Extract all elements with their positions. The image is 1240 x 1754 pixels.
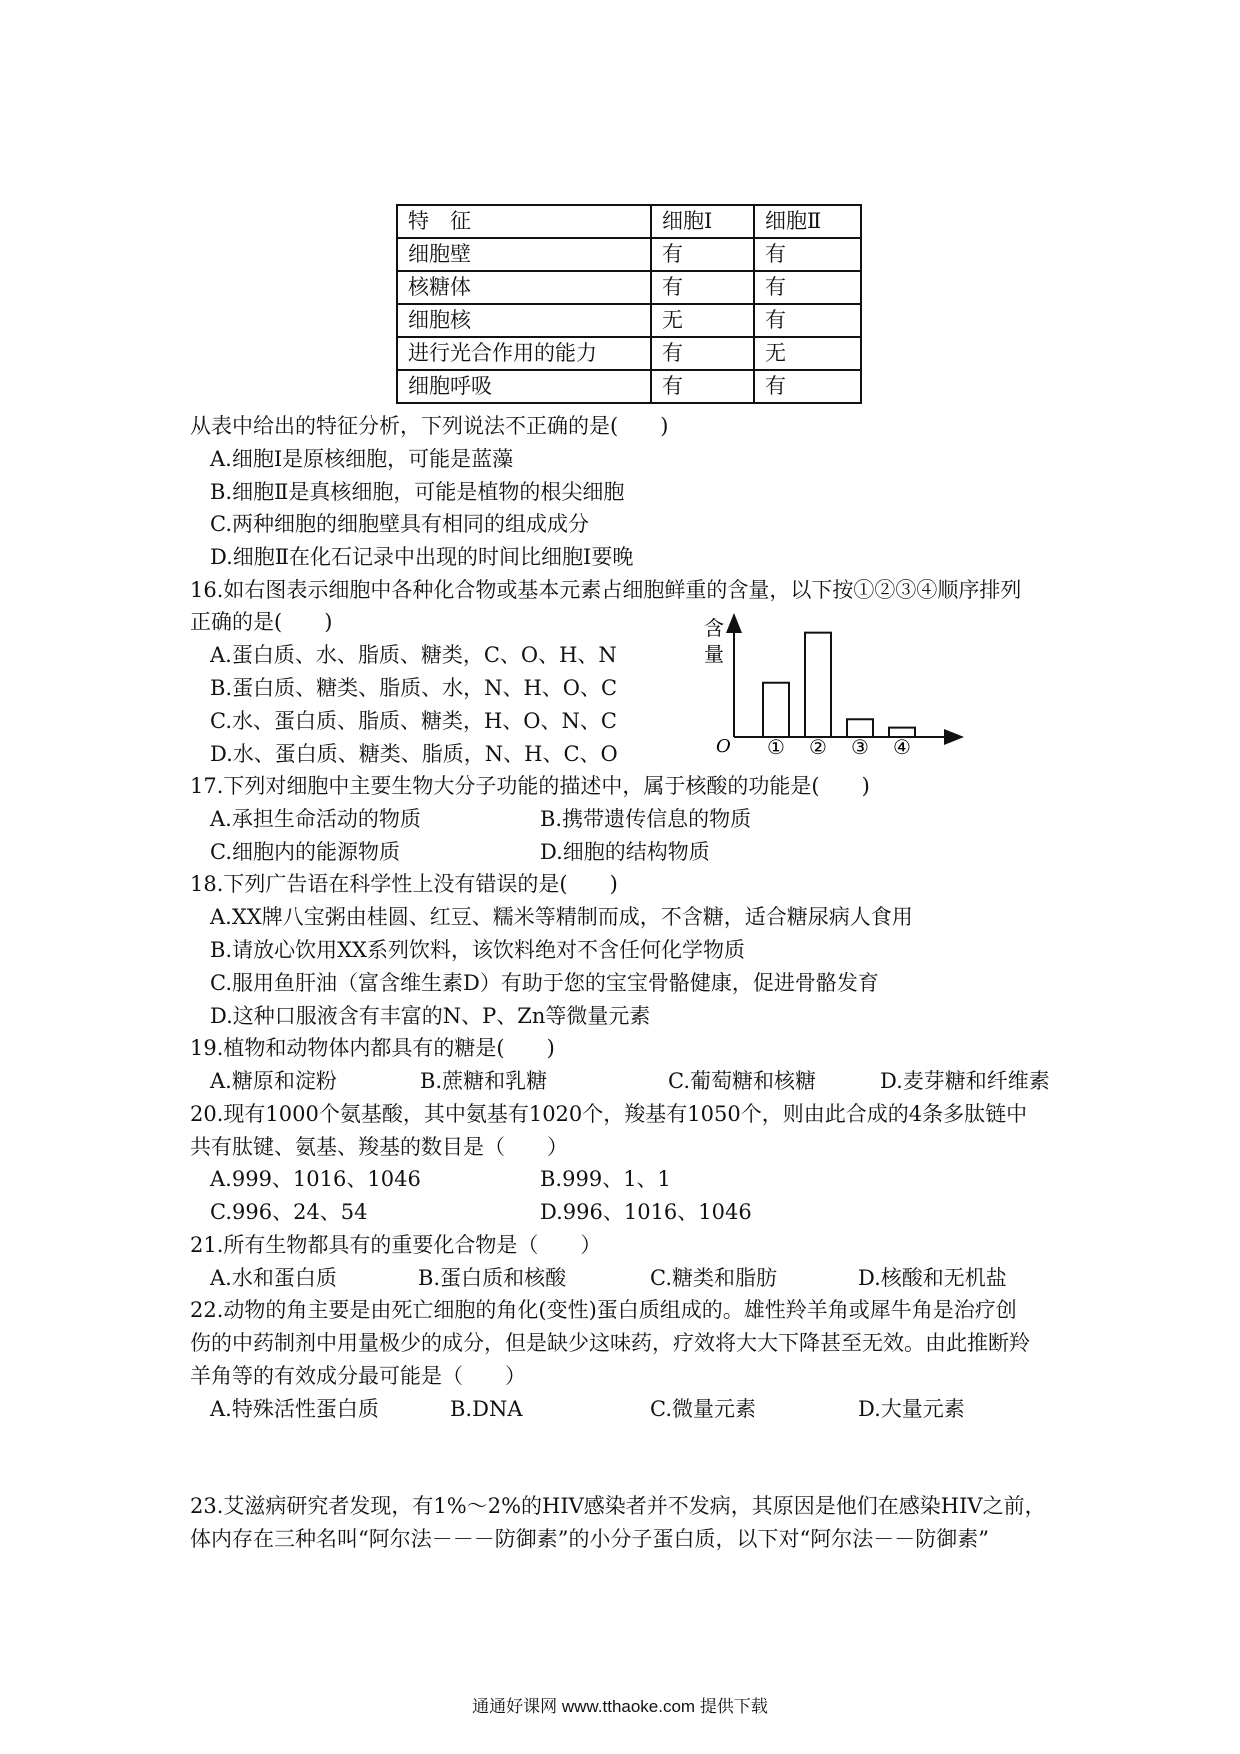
x-tick-label: ② [809,735,827,755]
question-22-option-b: B.DNA [450,1397,523,1421]
table-cell: 有 [651,337,754,370]
table-cell: 无 [754,337,861,370]
question-21-option-b: B.蛋白质和核酸 [418,1266,567,1290]
table-row [397,238,861,271]
question-15-option-d: D.细胞Ⅱ在化石记录中出现的时间比细胞Ⅰ要晚 [210,545,634,569]
question-21-stem: 21.所有生物都具有的重要化合物是（ ） [190,1233,602,1257]
question-22-option-a: A.特殊活性蛋白质 [210,1397,379,1421]
question-19-option-c: C.葡萄糖和核糖 [668,1069,816,1093]
question-18-option-b: B.请放心饮用XX系列饮料，该饮料绝对不含任何化学物质 [210,938,746,962]
question-19-option-b: B.蔗糖和乳糖 [420,1069,548,1093]
table-row [397,370,861,403]
question-22-option-d: D.大量元素 [858,1397,965,1421]
x-tick-label: ① [767,735,785,755]
cell-feature-table [396,204,862,404]
question-22-option-c: C.微量元素 [650,1397,756,1421]
question-15-option-a: A.细胞Ⅰ是原核细胞，可能是蓝藻 [210,447,514,471]
question-17-option-d: D.细胞的结构物质 [540,840,710,864]
x-tick-label: ③ [851,735,869,755]
bar-2 [805,633,831,737]
table-cell: 细胞壁 [397,238,651,271]
question-16-stem: 16.如右图表示细胞中各种化合物或基本元素占细胞鲜重的含量，以下按①②③④顺序排列 [190,578,1022,602]
question-20-option-d: D.996、1016、1046 [540,1200,752,1224]
question-20-stem-cont: 共有肽键、氨基、羧基的数目是（ ） [190,1135,568,1159]
table-header-cell: 特 征 [397,205,651,238]
question-19-stem: 19.植物和动物体内都具有的糖是( ) [190,1036,555,1060]
table-cell: 有 [754,238,861,271]
origin-label: O [716,736,731,755]
table-cell: 有 [651,370,754,403]
question-18-option-c: C.服用鱼肝油（富含维生素D）有助于您的宝宝骨骼健康，促进骨骼发育 [210,971,879,995]
question-15-stem: 从表中给出的特征分析，下列说法不正确的是( ) [190,414,669,438]
question-22-stem: 22.动物的角主要是由死亡细胞的角化(变性)蛋白质组成的。雄性羚羊角或犀牛角是治疗创 [190,1298,1017,1322]
question-16-stem-cont: 正确的是( ) [190,610,333,634]
table-row [397,337,861,370]
table-cell: 有 [754,304,861,337]
question-18-stem: 18.下列广告语在科学性上没有错误的是( ) [190,872,618,896]
question-18-option-d: D.这种口服液含有丰富的N、P、Zn等微量元素 [210,1004,651,1028]
question-22-stem-cont: 伤的中药制剂中用量极少的成分，但是缺少这味药，疗效将大大下降甚至无效。由此推断羚 [190,1331,1030,1355]
question-16-option-d: D.水、蛋白质、糖类、脂质，N、H、C、O [210,742,618,766]
bar-1 [763,683,789,737]
question-21-option-a: A.水和蛋白质 [210,1266,337,1290]
question-20-option-b: B.999、1、1 [540,1167,671,1191]
question-19-option-d: D.麦芽糖和纤维素 [880,1069,1050,1093]
table-row [397,304,861,337]
table-cell: 进行光合作用的能力 [397,337,651,370]
question-17-stem: 17.下列对细胞中主要生物大分子功能的描述中，属于核酸的功能是( ) [190,774,870,798]
table-cell: 细胞核 [397,304,651,337]
table-cell: 有 [651,271,754,304]
table-header-cell: 细胞Ⅱ [754,205,861,238]
y-axis-label: 含 量 [704,616,724,666]
x-tick-label: ④ [893,735,911,755]
table-cell: 无 [651,304,754,337]
table-cell: 有 [754,370,861,403]
content-bar-chart [700,605,970,755]
table-cell: 有 [754,271,861,304]
question-21-option-c: C.糖类和脂肪 [650,1266,777,1290]
table-cell: 核糖体 [397,271,651,304]
question-21-option-d: D.核酸和无机盐 [858,1266,1007,1290]
table-header-row [397,205,861,238]
question-20-option-c: C.996、24、54 [210,1200,368,1224]
question-20-option-a: A.999、1016、1046 [210,1167,421,1191]
question-15-option-b: B.细胞Ⅱ是真核细胞，可能是植物的根尖细胞 [210,480,625,504]
question-16-option-c: C.水、蛋白质、脂质、糖类，H、O、N、C [210,709,617,733]
question-19-option-a: A.糖原和淀粉 [210,1069,337,1093]
question-23-stem: 23.艾滋病研究者发现，有1%～2%的HIV感染者并不发病，其原因是他们在感染HIV之前， [190,1494,1046,1518]
table-header-cell: 细胞Ⅰ [651,205,754,238]
table-cell: 细胞呼吸 [397,370,651,403]
question-16-option-b: B.蛋白质、糖类、脂质、水，N、H、O、C [210,676,618,700]
footer-source: 通通好课网 www.tthaoke.com 提供下载 [472,1697,768,1716]
question-16-option-a: A.蛋白质、水、脂质、糖类，C、O、H、N [210,643,617,667]
table-cell: 有 [651,238,754,271]
question-17-option-a: A.承担生命活动的物质 [210,807,421,831]
question-22-stem-cont2: 羊角等的有效成分最可能是（ ） [190,1364,526,1388]
question-15-option-c: C.两种细胞的细胞壁具有相同的组成成分 [210,512,589,536]
question-18-option-a: A.XX牌八宝粥由桂圆、红豆、糯米等精制而成，不含糖，适合糖尿病人食用 [210,905,913,929]
question-17-option-c: C.细胞内的能源物质 [210,840,400,864]
question-20-stem: 20.现有1000个氨基酸，其中氨基有1020个，羧基有1050个，则由此合成的4条多肽链中 [190,1102,1028,1126]
question-17-option-b: B.携带遗传信息的物质 [540,807,752,831]
question-23-stem-cont: 体内存在三种名叫“阿尔法－－－防御素”的小分子蛋白质，以下对“阿尔法－－防御素” [190,1527,989,1551]
table-row [397,271,861,304]
